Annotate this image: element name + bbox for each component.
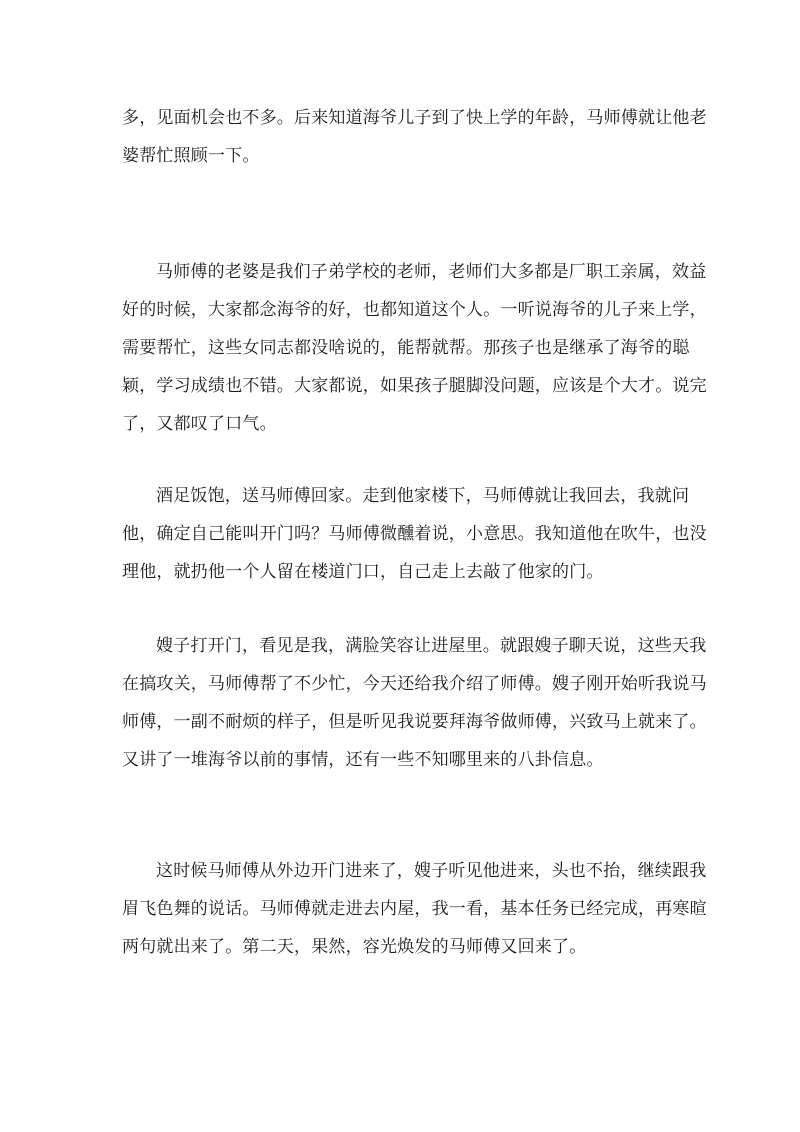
paragraph-1 xyxy=(122,99,707,175)
text-line: 嫂子打开门，看见是我，满脸笑容让进屋里。就跟嫂子聊天说，这些天我 xyxy=(156,636,707,656)
text-line: 两句就出来了。第二天，果然，容光焕发的马师傅又回来了。 xyxy=(122,937,587,957)
paragraph-4 xyxy=(122,627,707,779)
paragraph-5 xyxy=(122,852,707,966)
paragraph-2 xyxy=(122,253,707,443)
text-line: 酒足饭饱，送马师傅回家。走到他家楼下，马师傅就让我回去，我就问 xyxy=(156,486,690,506)
text-line: 了，又都叹了口气。 xyxy=(122,414,277,434)
text-line: 多，见面机会也不多。后来知道海爷儿子到了快上学的年龄，马师傅就让他老 xyxy=(122,108,707,128)
text-line: 好的时候，大家都念海爷的好，也都知道这个人。一听说海爷的儿子来上学， xyxy=(122,300,707,320)
text-line: 又讲了一堆海爷以前的事情，还有一些不知哪里来的八卦信息。 xyxy=(122,750,604,770)
text-line: 眉飞色舞的说话。马师傅就走进去内屋，我一看，基本任务已经完成，再寒暄 xyxy=(122,899,707,919)
text-line: 他，确定自己能叫开门吗？马师傅微醺着说，小意思。我知道他在吹牛，也没 xyxy=(122,524,707,544)
paragraph-3 xyxy=(122,477,707,591)
text-line: 师傅，一副不耐烦的样子，但是听见我说要拜海爷做师傅，兴致马上就来了。 xyxy=(122,712,707,732)
text-line: 颖，学习成绩也不错。大家都说，如果孩子腿脚没问题，应该是个大才。说完 xyxy=(122,376,707,396)
text-line: 这时候马师傅从外边开门进来了，嫂子听见他进来，头也不抬，继续跟我 xyxy=(156,861,707,881)
text-line: 马师傅的老婆是我们子弟学校的老师，老师们大多都是厂职工亲属，效益 xyxy=(156,262,707,282)
text-line: 婆帮忙照顾一下。 xyxy=(122,146,260,166)
text-line: 在搞攻关，马师傅帮了不少忙，今天还给我介绍了师傅。嫂子刚开始听我说马 xyxy=(122,674,707,694)
text-line: 理他，就扔他一个人留在楼道门口，自己走上去敲了他家的门。 xyxy=(122,562,604,582)
text-line: 需要帮忙，这些女同志都没啥说的，能帮就帮。那孩子也是继承了海爷的聪 xyxy=(122,338,690,358)
